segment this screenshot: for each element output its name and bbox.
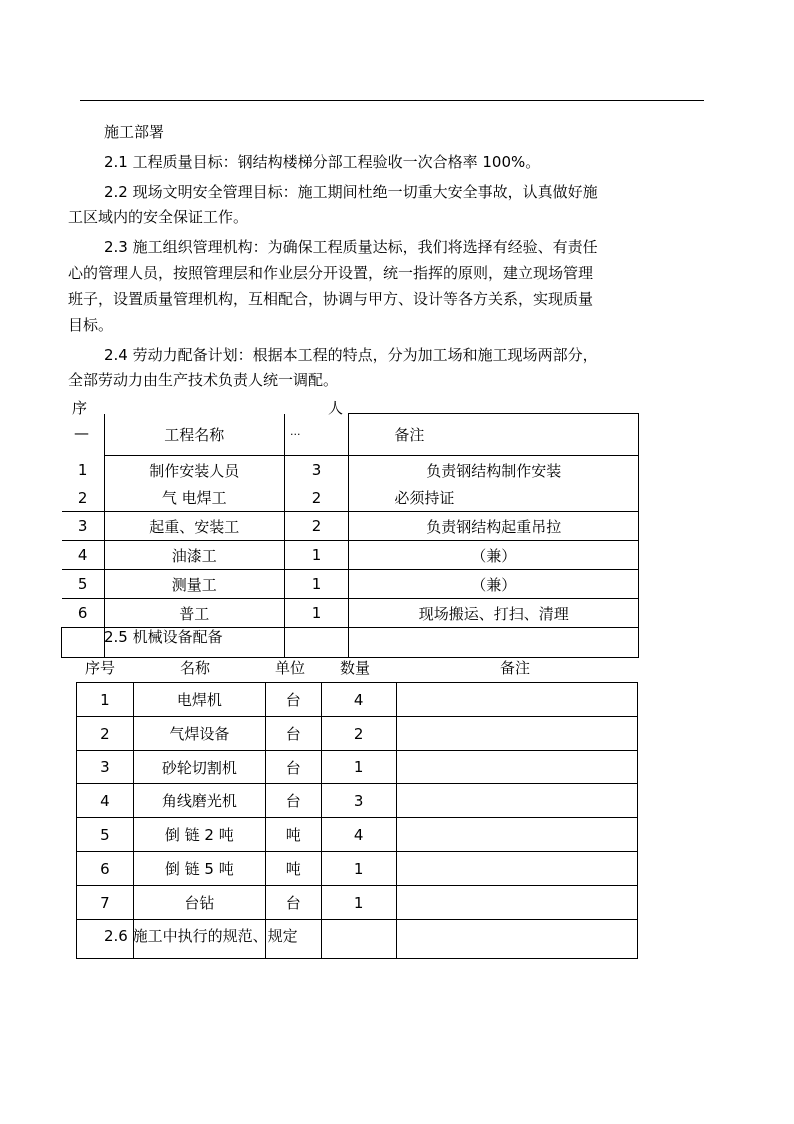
paragraph-organization-line4: 目标。 bbox=[68, 316, 114, 334]
header-ren-top: 人 bbox=[328, 399, 344, 417]
table-row: 6 普工 1 现场搬运、打扫、清理 bbox=[62, 599, 639, 628]
paragraph-quality-goal: 2.1 工程质量目标：钢结构楼梯分部工程验收一次合格率 100%。 bbox=[104, 153, 541, 171]
table-row: 4 油漆工 1 （兼） bbox=[62, 541, 639, 570]
table-row: 2 气 电焊工 2 必须持证 bbox=[62, 485, 639, 512]
heading-standards: 2.6 施工中执行的规范、规定 bbox=[104, 927, 298, 945]
table-row: 3 起重、安装工 2 负责钢结构起重吊拉 bbox=[62, 512, 639, 541]
table-row: 2 气焊设备 台 2 bbox=[77, 717, 638, 751]
paragraph-safety-goal-line1: 2.2 现场文明安全管理目标：施工期间杜绝一切重大安全事故，认真做好施 bbox=[104, 183, 598, 201]
heading-equipment: 2.5 机械设备配备 bbox=[104, 628, 223, 646]
paragraph-organization-line2: 心的管理人员，按照管理层和作业层分开设置，统一指挥的原则，建立现场管理 bbox=[68, 264, 594, 282]
table-row: 7 台钻 台 1 bbox=[77, 886, 638, 920]
paragraph-organization-line1: 2.3 施工组织管理机构：为确保工程质量达标，我们将选择有经验、有责任 bbox=[104, 238, 598, 256]
paragraph-labor-line1: 2.4 劳动力配备计划：根据本工程的特点，分为加工场和施工现场两部分， bbox=[104, 346, 598, 364]
equipment-table bbox=[76, 682, 638, 959]
section-title: 施工部署 bbox=[104, 123, 165, 141]
header-name: 工程名称 bbox=[104, 414, 284, 456]
table-row: 1 电焊机 台 4 bbox=[77, 683, 638, 717]
header-rule bbox=[80, 100, 704, 101]
header-xu-bottom: — bbox=[74, 424, 89, 442]
table-header-row bbox=[62, 414, 639, 456]
table-row: 1 制作安装人员 3 负责钢结构制作安装 bbox=[62, 456, 639, 485]
header-xu-top: 序 bbox=[72, 399, 88, 417]
table-row: 3 砂轮切割机 台 1 bbox=[77, 751, 638, 784]
header-ren-bottom: ... bbox=[290, 425, 301, 438]
paragraph-organization-line3: 班子，设置质量管理机构，互相配合，协调与甲方、设计等各方关系，实现质量 bbox=[68, 290, 594, 308]
equip-header-qty: 数量 bbox=[340, 659, 371, 677]
paragraph-safety-goal-line2: 工区域内的安全保证工作。 bbox=[68, 208, 249, 226]
table-row: 5 倒 链 2 吨 吨 4 bbox=[77, 818, 638, 852]
table-row: 4 角线磨光机 台 3 bbox=[77, 784, 638, 818]
header-note: 备注 bbox=[349, 414, 639, 456]
equip-header-unit: 单位 bbox=[275, 659, 306, 677]
equip-header-note: 备注 bbox=[500, 659, 531, 677]
labor-table bbox=[61, 413, 639, 658]
equip-header-no: 序号 bbox=[85, 659, 116, 677]
table-row: 5 测量工 1 （兼） bbox=[62, 570, 639, 599]
table-row: 6 倒 链 5 吨 吨 1 bbox=[77, 852, 638, 886]
paragraph-labor-line2: 全部劳动力由生产技术负责人统一调配。 bbox=[68, 371, 339, 389]
equip-header-name: 名称 bbox=[180, 659, 211, 677]
